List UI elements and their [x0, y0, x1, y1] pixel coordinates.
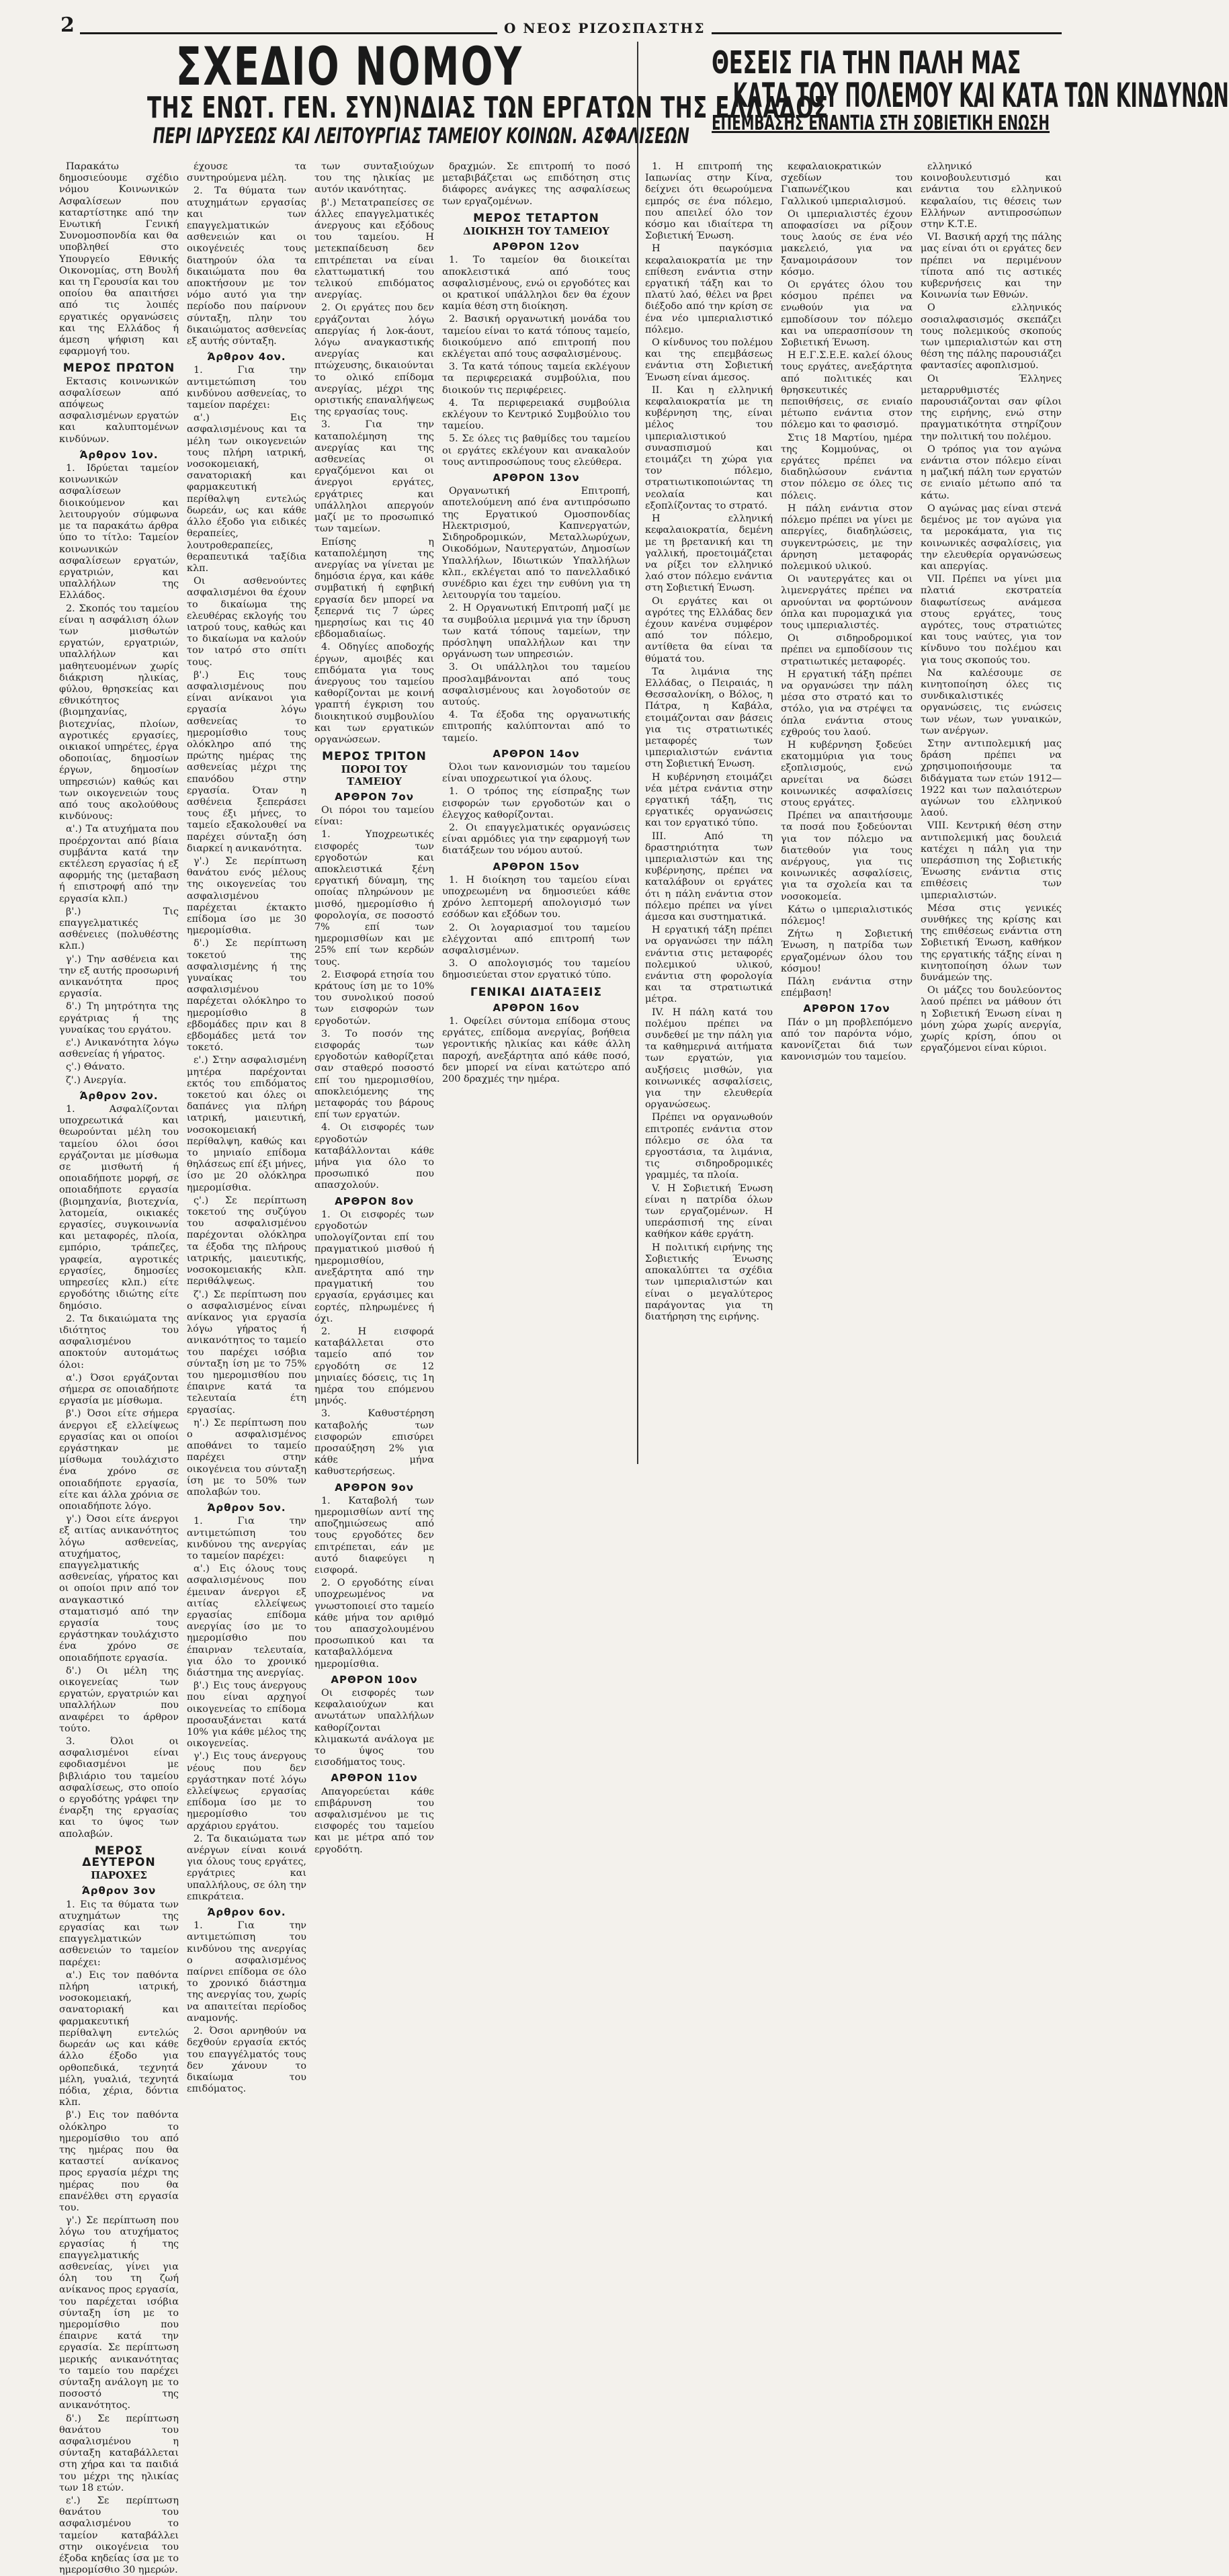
right-headline	[640, 44, 1229, 135]
paragraph: Ζήτω η Σοβιετική Ένωση, η πατρίδα των εργαζομένων όλου του κόσμου!	[781, 929, 913, 974]
paragraph: Πρέπει να οργανωθούν επιτροπές ενάντια στον πόλεμο σε όλα τα εργοστάσια, τα λιμάνια, τις σιδηροδρομικές γραμμές, τα πλοία.	[645, 1112, 773, 1181]
article-heading: ΑΡΘΡΟΝ 9ον	[335, 1481, 414, 1494]
column-7	[921, 161, 1062, 1468]
paragraph: Οι ναυτεργάτες και οι λιμενεργάτες πρέπει να αρνούνται να φορτώνουν όπλα και πυρομαχικά για τους ιμπεριαλιστές.	[781, 574, 913, 631]
paragraph: Οι εργάτες και οι αγρότες της Ελλάδας δεν έχουν κανένα συμφέρον από τον πόλεμο, αντίθετα θα είναι τα θύματά του.	[645, 595, 773, 664]
paragraph: ΙV. Η πάλη κατά του πολέμου πρέπει να συνδεθεί με την πάλη για τα καθημερινά αιτήματα των εργατών, για αυξήσεις μισθών, για κοινωνικές ασφαλίσεις, για την ελευθερία οργανώσεως.	[645, 1006, 773, 1111]
paragraph: ΙΙΙ. Από τη δραστηριότητα των ιμπεριαλιστών και της κυβέρνησης, πρέπει να καταλάβουν οι εργάτες ότι η πάλη ενάντια στον πόλεμο πρέπει να γίνει άμεσα και συστηματικά.	[645, 830, 773, 922]
paragraph: Οργανωτική Επιτροπή, αποτελούμενη από ένα αντιπρόσωπο της Εργατικού Ομοσπονδίας Ηλεκτρισμού, Καπνεργατών, Σιδηροδρομικών, Μεταλλωρύχων, Οικοδόμων, Ναυτεργατών, Δημοσίων Υπαλλήλων, Ιδιωτικών Υπαλλήλων κλπ., εκλέγεται από το πανελλαδικό συνέδριο και έχει την ευθύνη για τη λειτουργία του ταμείου.	[442, 486, 630, 601]
article-heading: Άρθρον 6ον.	[207, 1906, 286, 1919]
article-heading: ΑΡΘΡΟΝ 13ον	[493, 472, 580, 484]
paragraph: 3. Καθυστέρηση καταβολής των εισφορών επισύρει προσαύξηση 2% για κάθε μήνα καθυστερήσεως.	[314, 1408, 434, 1477]
paragraph: 1. Η διοίκηση του ταμείου είναι υποχρεωμένη να δημοσιεύει κάθε χρόνο λεπτομερή απολογισμό των εσόδων και εξόδων του.	[442, 874, 630, 920]
paragraph: 1. Το ταμείον θα διοικείται αποκλειστικά από τους ασφαλισμένους, ενώ οι εργοδότες και οι κρατικοί υπάλληλοι δεν θα έχουν καμία θέση στη διοίκηση.	[442, 255, 630, 312]
paragraph: δ'.) Σε περίπτωση θανάτου του ασφαλισμένου η σύνταξη καταβάλλεται στη χήρα και τα παιδιά του μέχρι της ηλικίας των 18 ετών.	[59, 2413, 179, 2493]
paragraph: γ'.) Όσοι είτε άνεργοι εξ αιτίας ανικανότητος λόγω ασθενείας, ατυχήματος, επαγγελματικής ασθενείας, γήρατος και οι οποίοι πριν από τον αναγκαστικό σταματισμό από την εργασία τους εργάστηκαν τουλάχιστο ένα χρόνο σε οποιαδήποτε εργασία.	[59, 1514, 179, 1664]
article-heading: ΑΡΘΡΟΝ 7ον	[335, 790, 414, 803]
paragraph: 1. Για την αντιμετώπιση του κινδύνου της ανεργίας ο ασφαλισμένος παίρνει επίδομα σε όλο το χρονικό διάστημα της ανεργίας του, χωρίς να απαιτείται περίοδος αναμονής.	[187, 1920, 306, 2024]
paragraph: κεφαλαιοκρατικών σχεδίων του Γιαπωνέζικου και Γαλλικού ιμπεριαλισμού.	[781, 161, 913, 207]
section-heading: ΓΕΝΙΚΑΙ ΔΙΑΤΑΞΕΙΣ	[470, 985, 603, 999]
paragraph: VIII. Κεντρική θέση στην αντιπολεμική μας δουλειά κατέχει η πάλη για την υπεράσπιση της Σοβιετικής Ένωσης ενάντια στις επιθέσεις των ιμπεριαλιστών.	[921, 820, 1062, 901]
column-1	[59, 161, 179, 2576]
paragraph: ε'.) Σε περίπτωση θανάτου του ασφαλισμένου το ταμείον καταβάλλει στην οικογένεια του έξοδα κηδείας ίσα με το ημερομίσθιο 30 ημερών.	[59, 2495, 179, 2576]
paragraph: Η κυβέρνηση ξοδεύει εκατομμύρια για τους εξοπλισμούς, ενώ αρνείται να δώσει κοινωνικές ασφαλίσεις στους εργάτες.	[781, 739, 913, 808]
left-headline-topic: ΠΕΡΙ ΙΔΡΥΣΕΩΣ ΚΑΙ ΛΕΙΤΟΥΡΓΙΑΣ ΤΑΜΕΙΟΥ ΚΟΙΝΩΝ. ΑΣΦΑΛΙΣΕΩΝ	[153, 123, 689, 148]
article-heading: ΑΡΘΡΟΝ 14ον	[493, 747, 580, 760]
section-subheading: ΠΑΡΟΧΕΣ	[91, 1869, 147, 1882]
paragraph: Η πάλη ενάντια στον πόλεμο πρέπει να γίνει με απεργίες, διαδηλώσεις, συγκεντρώσεις, με την άρνηση μεταφοράς πολεμικού υλικού.	[781, 503, 913, 572]
paragraph: Απαγορεύεται κάθε επιβάρυνση του ασφαλισμένου με τις εισφορές του ταμείου και με μέτρα από τον εργοδότη.	[314, 1786, 434, 1855]
article-heading: ΑΡΘΡΟΝ 12ον	[493, 241, 580, 253]
paragraph: 2. Τα δικαιώματα της ιδιότητος του ασφαλισμένου αποκτούν αυτομάτως όλοι:	[59, 1313, 179, 1371]
paragraph: Η πολιτική ειρήνης της Σοβιετικής Ένωσης αποκαλύπτει τα σχέδια των ιμπεριαλιστών και είναι ο μεγαλύτερος παράγοντας για τη διατήρηση της ειρήνης.	[645, 1242, 773, 1322]
column-5	[645, 161, 773, 1468]
paragraph: β'.) Όσοι είτε σήμερα άνεργοι εξ ελλείψεως εργασίας και οι οποίοι εργάστηκαν με μίσθωμα τουλάχιστο ένα χρόνο σε οποιαδήποτε εργασία, είτε και άλλα χρόνια σε οποιαδήποτε λόγο.	[59, 1408, 179, 1512]
paragraph: 2. Βασική οργανωτική μονάδα του ταμείου είναι το κατά τόπους ταμείο, διοικούμενο από επιτροπή που εκλέγεται από τους ασφαλισμένους.	[442, 314, 630, 360]
paragraph: 4. Οι εισφορές των εργοδοτών καταβάλλονται κάθε μήνα για όλο το προσωπικό που απασχολούν.	[314, 1122, 434, 1191]
paragraph: 2. Οι επαγγελματικές οργανώσεις είναι αρμόδιες για την εφαρμογή των διατάξεων του νόμου αυτού.	[442, 822, 630, 857]
paragraph: β'.) Εις τους άνεργους που είναι αρχηγοί οικογενείας το επίδομα προσαυξάνεται κατά 10% για κάθε μέλος της οικογενείας.	[187, 1680, 306, 1750]
paragraph: Η παγκόσμια κεφαλαιοκρατία με την επίθεση ενάντια στην εργατική τάξη και το πλατύ λαό, θέλει να βρει διέξοδο από την κρίση σε ένα νέο ιμπεριαλιστικό πόλεμο.	[645, 243, 773, 335]
paragraph: Πάν ο μη προβλεπόμενο από τον παρόντα νόμο, κανονίζεται διά των κανονισμών του ταμείου.	[781, 1017, 913, 1063]
left-headline	[60, 37, 829, 148]
paragraph: Πρέπει να απαιτήσουμε τα ποσά που ξοδεύονται για τον πόλεμο να διατεθούν για τους ανέργους, για τις κοινωνικές ασφαλίσεις, για τα σχολεία και τα νοσοκομεία.	[781, 810, 913, 902]
paragraph: των συνταξιούχων του της ηλικίας με αυτόν ικανότητας.	[314, 161, 434, 196]
paragraph: Ο κίνδυνος του πολέμου και της επεμβάσεως ενάντια στη Σοβιετική Ένωση είναι άμεσος.	[645, 337, 773, 383]
paragraph: 1. Εις τα θύματα των ατυχημάτων της εργασίας και των επαγγελματικών ασθενειών το ταμείον παρέχει:	[59, 1899, 179, 1968]
paragraph: 1. Οφείλει σύντομα επίδομα στους εργάτες, επίδομα ανεργίας, βοήθεια γεροντικής ηλικίας και κάθε άλλη παροχή, ανεξάρτητα από κάθε ποσό, δεν μπορεί να είναι κατώτερο από 200 δραχμές την ημέρα.	[442, 1016, 630, 1085]
paragraph: ελληνικό κοινοβουλευτισμό και ενάντια του ελληνικού κεφαλαίου, τις θέσεις των Ελλήνων αντιπροσώπων στην Κ.Τ.Ε.	[921, 161, 1062, 230]
paragraph: Οι μάζες του δουλεύοντος λαού πρέπει να μάθουν ότι η Σοβιετική Ένωση είναι η μόνη χώρα χωρίς ανεργία, χωρίς κρίση, όπου οι εργαζόμενοι είναι κύριοι.	[921, 985, 1062, 1054]
paragraph: 2. Τα θύματα των ατυχημάτων εργασίας και των επαγγελματικών ασθενειών και οι οικογένειές τους διατηρούν όλα τα δικαιώματα που θα αποκτήσουν με τον νόμο αυτό για την περίοδο που παίρνουν σύνταξη, πλην του δικαιώματος ασθενείας εξ αυτής σύνταξη.	[187, 185, 306, 347]
paragraph: 1. Υποχρεωτικές εισφορές των εργοδοτών και αποκλειστικά ξένη εργατική δύναμη, της οποίας πληρώνουν με μισθό, ημερομίσθιο ή φορολογία, σε ποσοστό 7% επί των ημερομισθίων και με 25% επί των κερδών τους.	[314, 829, 434, 968]
paragraph: Πάλη ενάντια στην επέμβαση!	[781, 976, 913, 999]
paragraph: Η ελληνική κεφαλαιοκρατία, δεμένη με τη βρετανική και τη γαλλική, προετοιμάζεται να ρίξει τον ελληνικό λαό στον πόλεμο ενάντια στη Σοβιετική Ένωση.	[645, 513, 773, 594]
article-heading: Άρθρον 1ον.	[79, 448, 159, 461]
paragraph: 3. Όλοι οι ασφαλισμένοι είναι εφοδιασμένοι με βιβλιάριο του ταμείου ασφαλίσεως, στο οποίο ο εργοδότης γράφει την έναρξη της εργασίας και το ύψος των απολαβών.	[59, 1736, 179, 1840]
paragraph: 3. Ο απολογισμός του ταμείου δημοσιεύεται στον εργατικό τύπο.	[442, 958, 630, 981]
paragraph: 2. Η Οργανωτική Επιτροπή μαζί με τα συμβούλια μεριμνά για την ίδρυση των κατά τόπους ταμείων, την πρόσληψη υπαλλήλων και την οργάνωση των υπηρεσιών.	[442, 603, 630, 660]
paragraph: ς'.) Σε περίπτωση τοκετού της συζύγου του ασφαλισμένου παρέχονται ολόκληρα τα έξοδα της πλήρους ιατρικής, μαιευτικής, νοσοκομειακής κλπ. περιθάλψεως.	[187, 1195, 306, 1287]
paragraph: 4. Οδηγίες αποδοχής έργων, αμοιβές και επιδόματα για τους άνεργους του ταμείου καθορίζονται με κοινή γραπτή έγκριση του διοικητικού συμβουλίου και των εργατικών οργανώσεων.	[314, 642, 434, 745]
paragraph: α'.) Εις τον παθόντα πλήρη ιατρική, νοσοκομειακή, σανατοριακή και φαρμακευτική περίθαλψη εντελώς δωρεάν ως και κάθε άλλο έξοδο για ορθοπεδικά, τεχνητά μέλη, γυαλιά, τεχνητά πόδια, χέρια, δόντια κλπ.	[59, 1969, 179, 2108]
paragraph: Οι Έλληνες μεταρρυθμιστές παρουσιάζονται σαν φίλοι της ειρήνης, ενώ στην πραγματικότητα στηρίζουν την πολιτική του πολέμου.	[921, 373, 1062, 442]
paragraph: δ'.) Οι μέλη της οικογενείας των εργατών, εργατριών και υπαλλήλων που αναφέρει το άρθρον τούτο.	[59, 1665, 179, 1734]
paragraph: δραχμών. Σε επιτροπή το ποσό μεταβιβάζεται ως επιδότηση στις διάφορες ανάγκες της ασφαλίσεως των εργαζομένων.	[442, 161, 630, 207]
paragraph: ΙΙ. Και η ελληνική κεφαλαιοκρατία με τη κυβέρνηση της, είναι μέλος του ιμπεριαλιστικού συνασπισμού και ετοιμάζει τη χώρα για τον πόλεμο, στρατιωτικοποιώντας τη νεολαία και εξοπλίζοντας το στρατό.	[645, 384, 773, 511]
paragraph: Όλοι των κανονισμών του ταμείου είναι υποχρεωτικοί για όλους.	[442, 761, 630, 785]
paragraph: γ'.) Την ασθένεια και την εξ αυτής προσωρινή ανικανότητα προς εργασία.	[59, 953, 179, 1000]
paragraph: 2. Ο εργοδότης είναι υποχρεωμένος να γνωστοποιεί στο ταμείο κάθε μήνα τον αριθμό του απασχολουμένου προσωπικού και τα καταβαλλόμενα ημερομίσθια.	[314, 1578, 434, 1670]
paragraph: 1. Ιδρύεται ταμείον κοινωνικών ασφαλίσεων διοικούμενον και λειτουργούν σύμφωνα με τα παρακάτω άρθρα ύπο το τίτλο: Ταμείον κοινωνικών ασφαλίσεων εργατών, εργατριών, και υπαλλήλων της Ελλάδος.	[59, 463, 179, 601]
paragraph: δ'.) Τη μητρότητα της εργάτριας ή της γυναίκας του εργάτου.	[59, 1001, 179, 1035]
article-heading: Άρθρον 4ον.	[207, 351, 286, 363]
paragraph: ζ'.) Σε περίπτωση που ο ασφαλισμένος είναι ανίκανος για εργασία λόγω γήρατος ή ανικανότητος το ταμείο του παρέχει ισόβια σύνταξη ίση με το 75% του ημερομισθίου που έπαιρνε κατά τα τελευταία έτη εργασίας.	[187, 1289, 306, 1416]
column-2	[187, 161, 306, 2095]
paragraph: 3. Οι υπάλληλοι του ταμείου προσλαμβάνονται από τους ασφαλισμένους και λογοδοτούν σε αυτούς.	[442, 662, 630, 707]
paragraph: 2. Εισφορά ετησία του κράτους ίση με το 10% του συνολικού ποσού των εισφορών των εργοδοτών.	[314, 969, 434, 1027]
paragraph: 2. Η εισφορά καταβάλλεται στο ταμείο από τον εργοδότη σε 12 μηνιαίες δόσεις, τις 1η ημέρα του επόμενου μηνός.	[314, 1326, 434, 1407]
paragraph: η'.) Σε περίπτωση που ο ασφαλισμένος αποθάνει το ταμείο παρέχει στην οικογένεια του σύνταξη ίση με το 50% των απολαβών του.	[187, 1417, 306, 1498]
paragraph: α'.) Όσοι εργάζονται σήμερα σε οποιαδήποτε εργασία με μίσθωμα.	[59, 1372, 179, 1407]
section-heading: ΜΕΡΟΣ ΔΕΥΤΕΡΟΝ	[82, 1844, 156, 1870]
column-6	[781, 161, 913, 1468]
paragraph: Παρακάτω δημοσιεύουμε σχέδιο νόμου Κοινωνικών Ασφαλίσεων που καταρτίστηκε από την Ενωτική Γενική Συνομοσπονδία και θα υποβληθεί στο Υπουργείο Εθνικής Οικονομίας, στη Βουλή και τη Γερουσία και του οποίου θα απαιτήσει από τις λοιπές εργατικές οργανώσεις και της Ελλάδος ή άμεση ψήφιση και εφαρμογή του.	[59, 161, 179, 357]
paragraph: Επίσης η καταπολέμηση της ανεργίας να γίνεται με δημόσια έργα, και κάθε συμβατική ή εφηβική εργασία δεν μπορεί να ξεπερνά τις 7 ώρες ημερησίως και τις 40 εβδομαδιαίως.	[314, 536, 434, 640]
paragraph: β'.) Μετατραπείσες σε άλλες επαγγελματικές άνεργους και εξόδους του ταμείου. Η μετεκπαίδευση δεν επιτρέπεται να είναι ελαττωματική του τελικού επιδόματος ανεργίας.	[314, 197, 434, 301]
paragraph: ζ'.) Ανεργία.	[66, 1074, 127, 1086]
paragraph: 2. Οι εργάτες που δεν εργάζονται λόγω απεργίας ή λοκ-άουτ, λόγω αναγκαστικής ανεργίας και πτώχευσης, δικαιούνται το ολικό επίδομα ανεργίας, μέχρι της οριστικής επαναλήψεως της εργασίας τους.	[314, 302, 434, 418]
paragraph: Οι ιμπεριαλιστές έχουν αποφασίσει να ρίξουν τους λαούς σε ένα νέο μακελειό, για να ξαναμοιράσουν τον κόσμο.	[781, 208, 913, 277]
masthead	[60, 13, 1062, 40]
paragraph: 2. Οι λογαριασμοί του ταμείου ελέγχονται από επιτροπή των ασφαλισμένων.	[442, 922, 630, 956]
column-3	[314, 161, 434, 1855]
right-headline-subtitle: ΚΑΤΑ ΤΟΥ ΠΟΛΕΜΟΥ ΚΑΙ ΚΑΤΑ ΤΩΝ ΚΙΝΔΥΝΩΝ	[732, 76, 1229, 115]
newspaper-name: Ο ΝΕΟΣ ΡΙΖΟΣΠΑΣΤΗΣ	[497, 20, 712, 36]
paragraph: β'.) Εις τον παθόντα ολόκληρο το ημερομίσθιο του από της ημέρας που θα καταστεί ανίκανος προς εργασία μέχρι της ημέρας που θα επανέλθει στη εργασία του.	[59, 2110, 179, 2213]
paragraph: έχουσε τα συντηρούμενα μέλη.	[187, 161, 306, 184]
section-subheading: ΔΙΟΙΚΗΣΗ ΤΟΥ ΤΑΜΕΙΟΥ	[463, 225, 609, 238]
paragraph: Εκτασις κοινωνικών ασφαλίσεων από απόψεως ασφαλισμένων εργατών και καλυπτομένων κινδύνων.	[59, 376, 179, 445]
paragraph: γ'.) Σε περίπτωση που λόγω του ατυχήματος εργασίας ή της επαγγελματικής ασθενείας, γίνει για όλη του τη ζωή ανίκανος προς εργασία, του παρέχεται ισόβια σύνταξη ίση με το ημερομίσθιο που έπαιρνε κατά την εργασία. Σε περίπτωση μερικής ανικανότητας το ταμείο του παρέχει σύνταξη ανάλογη με το ποσοστό της ανικανότητος.	[59, 2215, 179, 2411]
paragraph: ε'.) Στην ασφαλισμένη μητέρα παρέχονται εκτός του επιδόματος τοκετού και όλες οι δαπάνες για πλήρη ιατρική, μαιευτική, νοσοκομειακή περίθαλψη, καθώς και το μηνιαίο επίδομα θηλάσεως επί έξι μήνες, ίσο με 20 ολόκληρα ημερομίσθια.	[187, 1055, 306, 1193]
paragraph: γ'.) Εις τους άνεργους νέους που δεν εργάστηκαν ποτέ λόγω ελλείψεως εργασίας επίδομα ίσο με το ημερομίσθιο του αρχάριου εργάτου.	[187, 1751, 306, 1832]
paragraph: Η κυβέρνηση ετοιμάζει νέα μέτρα ενάντια στην εργατική τάξη, τις εργατικές οργανώσεις και τον εργατικό τύπο.	[645, 771, 773, 829]
paragraph: Οι εισφορές των κεφαλαιούχων και ανωτάτων υπαλλήλων καθορίζονται κλιμακωτά ανάλογα με το ύψος του εισοδήματος τους.	[314, 1688, 434, 1768]
paragraph: Η εργατική τάξη πρέπει να οργανώσει την πάλη μέσα στο στρατό και το στόλο, για να στρέψει τα όπλα ενάντια στους εχθρούς του λαού.	[781, 669, 913, 738]
section-heading: ΜΕΡΟΣ ΠΡΩΤΟΝ	[62, 361, 175, 376]
paragraph: Τα λιμάνια της Ελλάδας, ο Πειραιάς, η Θεσσαλονίκη, ο Βόλος, η Πάτρα, η Καβάλα, ετοιμάζονται σαν βάσεις για τις στρατιωτικές μεταφορές των ιμπεριαλιστών ενάντια στη Σοβιετική Ένωση.	[645, 666, 773, 770]
paragraph: Στην αντιπολεμική μας δράση πρέπει να χρησιμοποιήσουμε τα διδάγματα των ετών 1912—1922 και των παλαιότερων αγώνων του ελληνικού λαού.	[921, 738, 1062, 819]
paragraph: 1. Για την αντιμετώπιση του κινδύνου της ανεργίας το ταμείον παρέχει:	[187, 1516, 306, 1561]
paragraph: Η εργατική τάξη πρέπει να οργανώσει την πάλη ενάντια στις μεταφορές πολεμικού υλικού, ενάντια στη φορολογία και τα στρατιωτικά μέτρα.	[645, 925, 773, 1005]
article-heading: ΑΡΘΡΟΝ 17ον	[803, 1002, 890, 1015]
right-headline-title: ΘΕΣΕΙΣ ΓΙΑ ΤΗΝ ΠΑΛΗ ΜΑΣ	[712, 44, 1021, 81]
column-4	[442, 161, 630, 1468]
paragraph: Οι πόροι του ταμείου είναι:	[314, 804, 434, 828]
paragraph: V. Η Σοβιετική Ένωση είναι η πατρίδα όλων των εργαζομένων. Η υπεράσπισή της είναι καθήκον κάθε εργάτη.	[645, 1183, 773, 1240]
paragraph: 5. Σε όλες τις βαθμίδες του ταμείου οι εργάτες εκλέγουν και ανακαλούν τους αντιπροσώπους τους ελεύθερα.	[442, 433, 630, 468]
paragraph: 3. Το ποσόν της εισφοράς των εργοδοτών καθορίζεται σαν σταθερό ποσοστό επί του ημερομισθίου, αποκλειόμενης της μεταφοράς του βάρους επί των εργατών.	[314, 1028, 434, 1121]
paragraph: Οι εργάτες όλου του κόσμου πρέπει να ενωθούν για να εμποδίσουν τον πόλεμο και να υπερασπίσουν τη Σοβιετική Ένωση.	[781, 280, 913, 349]
paragraph: γ'.) Σε περίπτωση θανάτου ενός μέλους της οικογενείας του ασφαλισμένου παρέχεται έκτακτο επίδομα ίσο με 30 ημερομίσθια.	[187, 855, 306, 937]
paragraph: 2. Όσοι αρνηθούν να δεχθούν εργασία εκτός του επαγγέλματός τους δεν χάνουν το δικαίωμα του επιδόματος.	[187, 2026, 306, 2095]
paragraph: 1. Καταβολή των ημερομισθίων αντί της αποζημιώσεως από τους εργοδότες δεν επιτρέπεται, εάν με αυτό διαφεύγει η εισφορά.	[314, 1495, 434, 1576]
paragraph: 1. Ασφαλίζονται υποχρεωτικά και θεωρούνται μέλη του ταμείου όλοι όσοι εργάζονται με μίσθωμα σε μισθωτή ή οποιαδήποτε μορφή, σε οποιαδήποτε εργασία (βιομηχανία, βιοτεχνία, λατομεία, οικιακές εργασίες, συγκοινωνία και μεταφορές, πλοία, εμπόριο, τράπεζες, γραφεία, αγροτικές εργασίες, δημοσίες υπηρεσίες κλπ.) είτε εργοδότης ιδιώτης είτε δημόσιο.	[59, 1104, 179, 1312]
paragraph: Να καλέσουμε σε κινητοποίηση όλες τις συνδικαλιστικές οργανώσεις, τις ενώσεις των νέων, των γυναικών, των ανέργων.	[921, 667, 1062, 736]
paragraph: 3. Για την καταπολέμηση της ανεργίας και της ασθενείας οι εργαζόμενοι και οι άνεργοι εργάτες, εργάτριες και υπάλληλοι απεργούν μαζί με το προσωπικό των ταμείων.	[314, 419, 434, 535]
article-heading: ΑΡΘΡΟΝ 11ον	[331, 1772, 418, 1785]
paragraph: Η Ε.Γ.Σ.Ε.Ε. καλεί όλους τους εργάτες, ανεξάρτητα από πολιτικές και θρησκευτικές πεποιθήσεις, σε ενιαίο μέτωπο ενάντια στον πόλεμο και το φασισμό.	[781, 350, 913, 431]
paragraph: 3. Τα κατά τόπους ταμεία εκλέγουν τα περιφερειακά συμβούλια, που διοικούν τις περιφέρειες.	[442, 361, 630, 396]
paragraph: Μέσα στις γενικές συνθήκες της κρίσης και της επιθέσεως ενάντια στη Σοβιετική Ένωση, καθήκον της εργατικής τάξης είναι η κινητοποίηση όλων των δυνάμεών της.	[921, 902, 1062, 984]
paragraph: 2. Τα δικαιώματα των ανέργων είναι κοινά για όλους τους εργάτες, εργάτριες και υπαλλήλους, σε όλη την επικράτεια.	[187, 1833, 306, 1902]
paragraph: Ο ελληνικός σοσιαλφασισμός σκεπάζει τους πολεμικούς σκοπούς των ιμπεριαλιστών και στη θέση της πάλης παρουσιάζει φαντασίες αφοπλισμού.	[921, 302, 1062, 372]
paragraph: 2. Σκοπός του ταμείου είναι η ασφάλιση όλων των μισθωτών εργατών, εργατριών, υπαλλήλων και μαθητευομένων χωρίς διάκριση ηλικίας, φύλου, θρησκείας και εθνικότητος (βιομηχανίας, βιοτεχνίας, πλοίων, αγροτικές εργασίες, οικιακοί υπηρέτες, έργα οδοποιίας, δημοσίων έργων, δημοσίων υπηρεσιών) καθώς και των οικογενειών τους από τους ακολούθους κινδύνους:	[59, 603, 179, 822]
left-headline-title: ΣΧΕΔΙΟ ΝΟΜΟΥ	[175, 37, 523, 97]
article-heading: Άρθρον 3ον	[81, 1885, 157, 1897]
article-heading: ΑΡΘΡΟΝ 15ον	[493, 860, 580, 873]
paragraph: 1. Ο τρόπος της είσπραξης των εισφορών των εργοδοτών και ο έλεγχος καθορίζονται.	[442, 786, 630, 820]
paragraph: Οι ασθενούντες ασφαλισμένοι θα έχουν το δικαίωμα της ελευθέρας εκλογής του ιατρού τους, καθώς και το δικαίωμα να καλούν τον ιατρό στο σπίτι τους.	[187, 576, 306, 668]
paragraph: α'.) Εις ασφαλισμένους και τα μέλη των οικογενειών τους πλήρη ιατρική, νοσοκομειακή, σανατοριακή και φαρμακευτική περίθαλψη εντελώς δωρεάν, ως και κάθε άλλο έξοδο για ειδικές θεραπείες, λουτροθεραπείες, θεραπευτικά ταξίδια κλπ.	[187, 413, 306, 574]
article-heading: Άρθρον 2ον.	[79, 1089, 159, 1102]
paragraph: 1. Για την αντιμετώπιση του κινδύνου ασθενείας, το ταμείον παρέχει:	[187, 365, 306, 411]
section-heading: ΜΕΡΟΣ ΤΕΤΑΡΤΟΝ	[473, 211, 599, 225]
left-headline-subtitle: ΤΗΣ ΕΝΩΤ. ΓΕΝ. ΣΥΝ)ΝΔΙΑΣ ΤΩΝ ΕΡΓΑΤΩΝ ΤΗΣ ΕΛΛΑΔΟΣ	[147, 91, 829, 125]
section-subheading: ΠΟΡΟΙ ΤΟΥ ΤΑΜΕΙΟΥ	[341, 763, 408, 787]
paragraph: δ'.) Σε περίπτωση τοκετού της ασφαλισμένης ή της γυναίκας του ασφαλισμένου παρέχεται ολόκληρο το ημερομίσθιο 8 εβδομάδες πριν και 8 εβδομάδες μετά τον τοκετό.	[187, 938, 306, 1054]
paragraph: Ο τρόπος για τον αγώνα ενάντια στον πόλεμο είναι η μαζική πάλη των εργατών σε ενιαίο μέτωπο από τα κάτω.	[921, 443, 1062, 501]
article-heading: ΑΡΘΡΟΝ 10ον	[331, 1673, 418, 1686]
paragraph: β'.) Εις τους ασφαλισμένους που είναι ανίκανοι για εργασία λόγω ασθενείας το ημερομίσθιο τους ολόκληρο από της πρώτης ημέρας της ασθενείας μέχρι της επανόδου στην εργασία. Όταν η ασθένεια ξεπεράσει τους έξι μήνες, το ταμείο εξακολουθεί να παρέχει σύνταξη όση διαρκεί η ανικανότητα.	[187, 669, 306, 854]
paragraph: β'.) Τις επαγγελματικές ασθένειες (πολυθέστης κλπ.)	[59, 906, 179, 952]
paragraph: 1. Οι εισφορές των εργοδοτών υπολογίζονται επί του πραγματικού μισθού ή ημερομισθίου, ανεξάρτητα από την πραγματική του εργασία, εργάσιμες και εορτές, πληρωμένες ή όχι.	[314, 1209, 434, 1324]
paragraph: 4. Τα περιφερειακά συμβούλια εκλέγουν το Κεντρικό Συμβούλιο του ταμείου.	[442, 397, 630, 432]
paragraph: ε'.) Ανικανότητα λόγω ασθενείας ή γήρατος.	[59, 1037, 179, 1060]
paragraph: α'.) Τα ατυχήματα που προέρχονται από βίαια συμβάντα κατά την εκτέλεση εργασίας ή εξ αφορμής της (μεταβαση ή επιστροφή από την εργασία κλπ.)	[59, 824, 179, 904]
paragraph: 4. Τα έξοδα της οργανωτικής επιτροπής καλύπτονται από το ταμείο.	[442, 710, 630, 744]
article-divider	[637, 42, 638, 1464]
section-heading: ΜΕΡΟΣ ΤΡΙΤΟΝ	[322, 750, 427, 764]
paragraph: α'.) Εις όλους τους ασφαλισμένους που έμειναν άνεργοι εξ αιτίας ελλείψεως εργασίας επίδομα ανεργίας ίσο με το ημερομίσθιο που έπαιρναν τελευταία, για όλο το χρονικό διάστημα της ανεργίας.	[187, 1563, 306, 1678]
paragraph: Οι σιδηροδρομικοί πρέπει να εμποδίσουν τις στρατιωτικές μεταφορές.	[781, 633, 913, 667]
right-headline-topic: ΕΠΕΜΒΑΣΗΣ ΕΝΑΝΤΙΑ ΣΤΗ ΣΟΒΙΕΤΙΚΗ ΕΝΩΣΗ	[712, 112, 1050, 135]
paragraph: ς'.) Θάνατο.	[66, 1062, 125, 1073]
article-heading: ΑΡΘΡΟΝ 16ον	[493, 1001, 580, 1014]
paragraph: 1. Η επιτροπή της Ιαπωνίας στην Κίνα, δείχνει ότι θεωρούμενα εμπρός σε ένα πόλεμο, που απειλεί όλο τον κόσμο και ιδιαίτερα τη Σοβιετική Ένωση.	[645, 161, 773, 242]
paragraph: Ο αγώνας μας είναι στενά δεμένος με τον αγώνα για τα μεροκάματα, για τις κοινωνικές ασφαλίσεις, για την ελευθερία οργανώσεως και απεργίας.	[921, 503, 1062, 572]
article-heading: ΑΡΘΡΟΝ 8ον	[335, 1195, 414, 1207]
paragraph: VII. Πρέπει να γίνει μια πλατιά εκστρατεία διαφωτίσεως ανάμεσα στους εργάτες, τους αγρότες, τους στρατιώτες και τους ναύτες, για τον κίνδυνο του πολέμου και για τους σκοπούς του.	[921, 574, 1062, 666]
paragraph: Στις 18 Μαρτίου, ημέρα της Κομμούνας, οι εργάτες πρέπει να διαδηλώσουν ενάντια στον πόλεμο σε όλες τις πόλεις.	[781, 432, 913, 501]
page-number: 2	[60, 13, 80, 37]
paragraph: VI. Βασική αρχή της πάλης μας είναι ότι οι εργάτες δεν πρέπει να περιμένουν τίποτα από τις αστικές κυβερνήσεις και την Κοινωνία των Εθνών.	[921, 232, 1062, 301]
article-heading: Άρθρον 5ον.	[207, 1502, 286, 1514]
paragraph: Κάτω ο ιμπεριαλιστικός πόλεμος!	[781, 904, 913, 927]
